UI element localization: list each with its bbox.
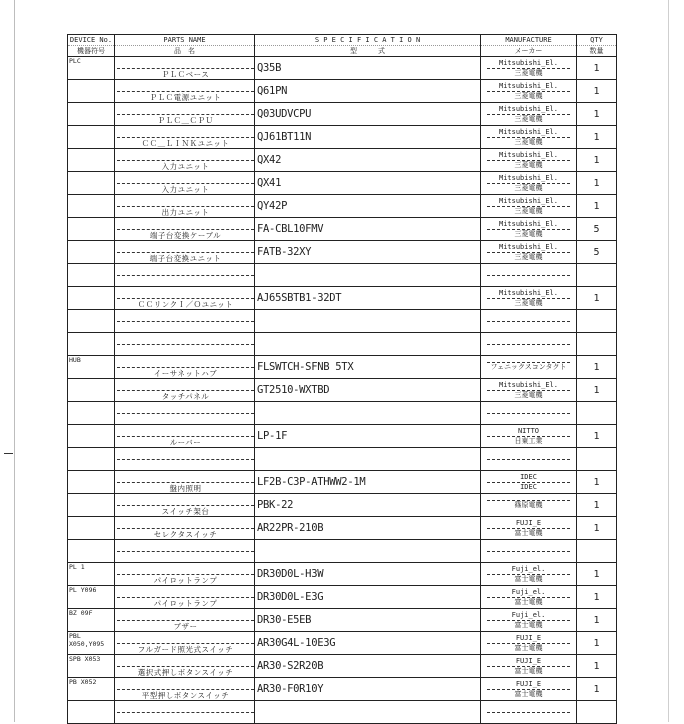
parts-name-cell bbox=[115, 425, 255, 448]
manufacture-cell bbox=[481, 333, 577, 356]
parts-name-text: 入力ユニット bbox=[117, 183, 254, 194]
device-no-header-jp: 機器符号 bbox=[68, 46, 115, 57]
manufacture-name-jp: 富士電機 bbox=[514, 528, 543, 537]
parts-name-text: ＰＬＣ電源ユニット bbox=[117, 91, 254, 102]
device-no-cell bbox=[68, 218, 115, 241]
parts-name-cell bbox=[115, 103, 255, 126]
manufacture-name-jp: 三菱電機 bbox=[514, 137, 543, 146]
manufacture-cell bbox=[481, 563, 577, 586]
specification-cell: PBK-22 bbox=[255, 494, 481, 517]
table-row bbox=[68, 149, 617, 172]
qty-cell: 1 bbox=[577, 425, 617, 448]
specification-header: S P E C I F I C A T I O N bbox=[255, 35, 481, 46]
table-row bbox=[68, 264, 617, 287]
manufacture-name-en: Mitsubishi_El. bbox=[487, 243, 570, 253]
specification-header-jp: 型 式 bbox=[255, 46, 481, 57]
manufacture-name-en: FUJI_E bbox=[487, 634, 570, 644]
device-no-cell bbox=[68, 241, 115, 264]
header-row-jp bbox=[68, 46, 617, 57]
manufacture-name-en: NITTO bbox=[487, 427, 570, 437]
device-no-cell bbox=[68, 126, 115, 149]
device-no-cell bbox=[68, 103, 115, 126]
qty-cell: 1 bbox=[577, 471, 617, 494]
specification-cell: FATB-32XY bbox=[255, 241, 481, 264]
manufacture-name-jp: 富士電機 bbox=[514, 597, 543, 606]
qty-cell: 1 bbox=[577, 172, 617, 195]
device-no-cell bbox=[68, 517, 115, 540]
table-row bbox=[68, 655, 617, 678]
qty-cell: 1 bbox=[577, 632, 617, 655]
table-row bbox=[68, 632, 617, 655]
parts-name-text: ルーバー bbox=[117, 436, 254, 447]
parts-name-text bbox=[117, 551, 254, 562]
qty-cell: 1 bbox=[577, 57, 617, 80]
specification-cell: AJ65SBTB1-32DT bbox=[255, 287, 481, 310]
manufacture-name-jp: 日東工業 bbox=[514, 436, 543, 445]
specification-cell: LP-1F bbox=[255, 425, 481, 448]
specification-cell: AR22PR-210B bbox=[255, 517, 481, 540]
manufacture-cell bbox=[481, 471, 577, 494]
parts-name-text: ブザー bbox=[117, 620, 254, 631]
qty-cell bbox=[577, 264, 617, 287]
qty-cell: 1 bbox=[577, 586, 617, 609]
manufacture-cell bbox=[481, 80, 577, 103]
parts-name-cell bbox=[115, 632, 255, 655]
parts-name-cell bbox=[115, 310, 255, 333]
qty-cell: 1 bbox=[577, 126, 617, 149]
device-no-cell: PL Y096 bbox=[68, 586, 115, 609]
device-no-cell bbox=[68, 287, 115, 310]
parts-name-text: 端子台変換ユニット bbox=[117, 252, 254, 263]
table-row bbox=[68, 425, 617, 448]
qty-cell: 1 bbox=[577, 678, 617, 701]
parts-name-text: ＣＣリンクＩ／Ｏユニット bbox=[117, 298, 254, 309]
manufacture-cell bbox=[481, 310, 577, 333]
device-no-cell: PL 1 bbox=[68, 563, 115, 586]
parts-name-text: ＰＬＣベース bbox=[117, 68, 254, 79]
specification-cell bbox=[255, 333, 481, 356]
specification-cell: DR30D0L-H3W bbox=[255, 563, 481, 586]
manufacture-name-jp: 富士電機 bbox=[514, 643, 543, 652]
manufacture-name-jp: 富士電機 bbox=[514, 689, 543, 698]
manufacture-cell bbox=[481, 517, 577, 540]
manufacture-name-jp: 三菱電機 bbox=[514, 390, 543, 399]
parts-name-text bbox=[117, 344, 254, 355]
table-row bbox=[68, 172, 617, 195]
specification-cell: LF2B-C3P-ATHWW2-1M bbox=[255, 471, 481, 494]
specification-cell: QJ61BT11N bbox=[255, 126, 481, 149]
manufacture-cell bbox=[481, 632, 577, 655]
table-row bbox=[68, 218, 617, 241]
manufacture-name-en: Mitsubishi_El. bbox=[487, 59, 570, 69]
table-row bbox=[68, 540, 617, 563]
manufacture-name-en bbox=[487, 712, 570, 713]
device-no-cell bbox=[68, 195, 115, 218]
specification-cell bbox=[255, 540, 481, 563]
parts-name-text bbox=[117, 413, 254, 424]
specification-cell bbox=[255, 264, 481, 287]
manufacture-name-en: Mitsubishi_El. bbox=[487, 128, 570, 138]
parts-name-text: フルガード照光式スイッチ bbox=[117, 643, 254, 654]
device-no-cell: SPB X053 bbox=[68, 655, 115, 678]
manufacture-cell bbox=[481, 57, 577, 80]
qty-cell: 5 bbox=[577, 218, 617, 241]
table-row bbox=[68, 609, 617, 632]
manufacture-name-en bbox=[487, 551, 570, 552]
parts-name-cell bbox=[115, 563, 255, 586]
parts-name-text: 入力ユニット bbox=[117, 160, 254, 171]
specification-cell: DR30-E5EB bbox=[255, 609, 481, 632]
specification-cell: QX42 bbox=[255, 149, 481, 172]
table-row bbox=[68, 379, 617, 402]
qty-cell bbox=[577, 540, 617, 563]
specification-cell: FA-CBL10FMV bbox=[255, 218, 481, 241]
parts-name-cell bbox=[115, 57, 255, 80]
device-no-cell bbox=[68, 494, 115, 517]
parts-name-cell bbox=[115, 80, 255, 103]
manufacture-cell bbox=[481, 379, 577, 402]
specification-cell: QY42P bbox=[255, 195, 481, 218]
qty-cell bbox=[577, 333, 617, 356]
parts-name-cell bbox=[115, 609, 255, 632]
parts-name-cell bbox=[115, 402, 255, 425]
parts-name-cell bbox=[115, 172, 255, 195]
table-row bbox=[68, 471, 617, 494]
manufacture-name-jp: 三菱電機 bbox=[514, 298, 543, 307]
page-tick-mark bbox=[4, 453, 13, 454]
parts-list-table bbox=[67, 34, 617, 724]
qty-cell: 1 bbox=[577, 80, 617, 103]
device-no-cell bbox=[68, 333, 115, 356]
manufacture-name-en bbox=[487, 413, 570, 414]
manufacture-name-jp: 三菱電機 bbox=[514, 229, 543, 238]
manufacture-cell bbox=[481, 218, 577, 241]
manufacture-cell bbox=[481, 149, 577, 172]
table-row bbox=[68, 494, 617, 517]
parts-name-text: 選択式押しボタンスイッチ bbox=[117, 666, 254, 677]
manufacture-cell bbox=[481, 172, 577, 195]
device-no-cell: PLC bbox=[68, 57, 115, 80]
table-row bbox=[68, 517, 617, 540]
parts-name-text bbox=[117, 321, 254, 332]
parts-name-cell bbox=[115, 379, 255, 402]
parts-name-cell bbox=[115, 678, 255, 701]
parts-name-cell bbox=[115, 494, 255, 517]
table-row bbox=[68, 310, 617, 333]
manufacture-name-jp: 三菱電機 bbox=[514, 114, 543, 123]
manufacture-cell bbox=[481, 448, 577, 471]
table-row bbox=[68, 701, 617, 724]
manufacture-name-en: Mitsubishi_El. bbox=[487, 174, 570, 184]
manufacture-cell bbox=[481, 287, 577, 310]
manufacture-cell bbox=[481, 678, 577, 701]
parts-name-cell bbox=[115, 149, 255, 172]
parts-name-cell bbox=[115, 333, 255, 356]
device-no-cell: BZ 09F bbox=[68, 609, 115, 632]
qty-cell: 1 bbox=[577, 494, 617, 517]
specification-cell: QX41 bbox=[255, 172, 481, 195]
page-right-line bbox=[668, 0, 669, 722]
qty-cell: 1 bbox=[577, 563, 617, 586]
parts-name-text: 平型押しボタンスイッチ bbox=[117, 689, 254, 700]
device-no-cell: PBL X050,Y095 bbox=[68, 632, 115, 655]
parts-name-text: イーサネットハブ bbox=[117, 367, 254, 378]
qty-cell bbox=[577, 701, 617, 724]
parts-name-text bbox=[117, 275, 254, 286]
manufacture-name-jp: 富士電機 bbox=[514, 620, 543, 629]
specification-cell bbox=[255, 310, 481, 333]
header-row bbox=[68, 35, 617, 46]
manufacture-cell bbox=[481, 494, 577, 517]
parts-name-cell bbox=[115, 126, 255, 149]
manufacture-name-jp: 三菱電機 bbox=[514, 160, 543, 169]
table-row bbox=[68, 448, 617, 471]
qty-cell: 5 bbox=[577, 241, 617, 264]
manufacture-name-jp: 三菱電機 bbox=[514, 91, 543, 100]
manufacture-name-en: Mitsubishi_El. bbox=[487, 151, 570, 161]
specification-cell bbox=[255, 448, 481, 471]
specification-cell: Q03UDVCPU bbox=[255, 103, 481, 126]
table-row bbox=[68, 80, 617, 103]
manufacture-name-en: Fuji_el. bbox=[487, 611, 570, 621]
parts-name-cell bbox=[115, 540, 255, 563]
parts-name-cell bbox=[115, 356, 255, 379]
manufacture-name-en bbox=[487, 344, 570, 345]
parts-name-text bbox=[117, 712, 254, 723]
specification-cell: AR30G4L-10E3G bbox=[255, 632, 481, 655]
specification-cell: DR30D0L-E3G bbox=[255, 586, 481, 609]
specification-cell: AR30-S2R20B bbox=[255, 655, 481, 678]
table-row bbox=[68, 586, 617, 609]
table-row bbox=[68, 333, 617, 356]
specification-cell: Q35B bbox=[255, 57, 481, 80]
specification-cell: AR30-F0R10Y bbox=[255, 678, 481, 701]
manufacture-name-jp: 篠原電機 bbox=[514, 501, 543, 509]
manufacture-cell bbox=[481, 586, 577, 609]
device-no-cell bbox=[68, 471, 115, 494]
specification-cell: FLSWTCH-SFNB 5TX bbox=[255, 356, 481, 379]
manufacture-name-en: Mitsubishi_El. bbox=[487, 197, 570, 207]
device-no-cell bbox=[68, 448, 115, 471]
table-row bbox=[68, 678, 617, 701]
qty-cell: 1 bbox=[577, 517, 617, 540]
manufacture-name-jp: 三菱電機 bbox=[514, 183, 543, 192]
manufacture-name-jp: 富士電機 bbox=[514, 574, 543, 583]
qty-cell: 1 bbox=[577, 149, 617, 172]
parts-name-header: PARTS NAME bbox=[115, 35, 255, 46]
qty-cell: 1 bbox=[577, 195, 617, 218]
qty-cell: 1 bbox=[577, 655, 617, 678]
device-no-cell bbox=[68, 425, 115, 448]
manufacture-name-jp: 三菱電機 bbox=[514, 252, 543, 261]
manufacture-name-jp: 富士電機 bbox=[514, 666, 543, 675]
manufacture-name-en: Fuji_el. bbox=[487, 565, 570, 575]
qty-cell: 1 bbox=[577, 287, 617, 310]
manufacture-name-en: Mitsubishi_El. bbox=[487, 289, 570, 299]
parts-name-text: タッチパネル bbox=[117, 390, 254, 401]
table-row bbox=[68, 103, 617, 126]
table-row bbox=[68, 57, 617, 80]
qty-cell: 1 bbox=[577, 103, 617, 126]
manufacture-cell bbox=[481, 425, 577, 448]
manufacture-name-en: Mitsubishi_El. bbox=[487, 82, 570, 92]
manufacture-cell bbox=[481, 241, 577, 264]
table-row bbox=[68, 241, 617, 264]
parts-name-text: パイロットランプ bbox=[117, 574, 254, 585]
parts-list-body bbox=[68, 57, 617, 724]
manufacture-name-en: FUJI_E bbox=[487, 657, 570, 667]
manufacture-cell bbox=[481, 195, 577, 218]
specification-cell bbox=[255, 701, 481, 724]
parts-name-text: ＰＬＣ＿ＣＰＵ bbox=[117, 114, 254, 125]
manufacture-name-jp: IDEC bbox=[520, 482, 537, 491]
device-no-cell bbox=[68, 701, 115, 724]
manufacture-cell bbox=[481, 103, 577, 126]
manufacture-cell bbox=[481, 701, 577, 724]
parts-name-text bbox=[117, 459, 254, 470]
manufacture-cell bbox=[481, 126, 577, 149]
qty-cell: 1 bbox=[577, 379, 617, 402]
manufacture-cell bbox=[481, 540, 577, 563]
device-no-cell bbox=[68, 540, 115, 563]
manufacture-cell bbox=[481, 402, 577, 425]
manufacture-name-en bbox=[487, 321, 570, 322]
qty-cell: 1 bbox=[577, 356, 617, 379]
manufacture-name-en: FUJI_E bbox=[487, 519, 570, 529]
specification-cell bbox=[255, 402, 481, 425]
parts-name-cell bbox=[115, 241, 255, 264]
manufacture-cell bbox=[481, 356, 577, 379]
parts-name-cell bbox=[115, 471, 255, 494]
table-row bbox=[68, 195, 617, 218]
parts-name-text: パイロットランプ bbox=[117, 597, 254, 608]
manufacture-header: MANUFACTURE bbox=[481, 35, 577, 46]
table-row bbox=[68, 356, 617, 379]
manufacture-name-en: Mitsubishi_El. bbox=[487, 105, 570, 115]
table-row bbox=[68, 287, 617, 310]
page-margin-line bbox=[14, 0, 15, 722]
manufacture-name-jp: フェニックスコンタクト bbox=[490, 363, 567, 371]
manufacture-cell bbox=[481, 264, 577, 287]
parts-name-text: 出力ユニット bbox=[117, 206, 254, 217]
device-no-cell: PB X052 bbox=[68, 678, 115, 701]
manufacture-name-jp: 三菱電機 bbox=[514, 206, 543, 215]
manufacture-name-en: Fuji_el. bbox=[487, 588, 570, 598]
qty-header: QTY bbox=[577, 35, 617, 46]
device-no-cell bbox=[68, 379, 115, 402]
device-no-cell bbox=[68, 310, 115, 333]
table-row bbox=[68, 126, 617, 149]
manufacture-name-en: FUJI_E bbox=[487, 680, 570, 690]
parts-name-text: ＣＣ＿ＬＩＮＫユニット bbox=[117, 137, 254, 148]
parts-name-cell bbox=[115, 218, 255, 241]
qty-cell: 1 bbox=[577, 609, 617, 632]
device-no-header: DEVICE No. bbox=[68, 35, 115, 46]
qty-cell bbox=[577, 448, 617, 471]
manufacture-header-jp: メーカー bbox=[481, 46, 577, 57]
manufacture-name-en bbox=[487, 275, 570, 276]
device-no-cell bbox=[68, 402, 115, 425]
parts-name-cell bbox=[115, 264, 255, 287]
device-no-cell: HUB bbox=[68, 356, 115, 379]
parts-name-text: 盤内照明 bbox=[117, 482, 254, 493]
specification-cell: Q61PN bbox=[255, 80, 481, 103]
device-no-cell bbox=[68, 149, 115, 172]
manufacture-name-en: Mitsubishi_El. bbox=[487, 220, 570, 230]
qty-cell bbox=[577, 310, 617, 333]
table-row bbox=[68, 563, 617, 586]
qty-cell bbox=[577, 402, 617, 425]
parts-name-cell bbox=[115, 701, 255, 724]
specification-cell: GT2510-WXTBD bbox=[255, 379, 481, 402]
qty-header-jp: 数量 bbox=[577, 46, 617, 57]
parts-name-text: 端子台変換ケーブル bbox=[117, 229, 254, 240]
parts-name-cell bbox=[115, 655, 255, 678]
device-no-cell bbox=[68, 172, 115, 195]
device-no-cell bbox=[68, 264, 115, 287]
manufacture-name-jp: 三菱電機 bbox=[514, 68, 543, 77]
parts-name-cell bbox=[115, 448, 255, 471]
parts-name-text: セレクタスイッチ bbox=[117, 528, 254, 539]
device-no-cell bbox=[68, 80, 115, 103]
parts-name-cell bbox=[115, 586, 255, 609]
manufacture-name-en bbox=[487, 459, 570, 460]
parts-name-cell bbox=[115, 287, 255, 310]
parts-name-text: スイッチ架台 bbox=[117, 505, 254, 516]
manufacture-name-en: Mitsubishi_El. bbox=[487, 381, 570, 391]
manufacture-cell bbox=[481, 609, 577, 632]
manufacture-name-en: IDEC bbox=[487, 473, 570, 483]
parts-name-cell bbox=[115, 517, 255, 540]
parts-name-header-jp: 品 名 bbox=[115, 46, 255, 57]
parts-name-cell bbox=[115, 195, 255, 218]
manufacture-cell bbox=[481, 655, 577, 678]
table-row bbox=[68, 402, 617, 425]
